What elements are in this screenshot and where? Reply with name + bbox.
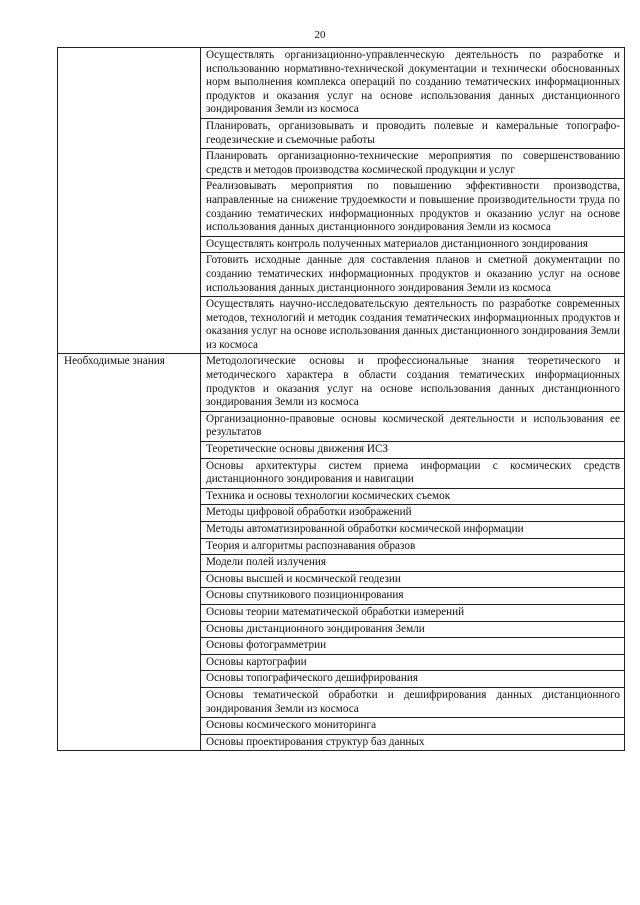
list-item-text: Осуществлять организационно-управленческую деятельность по разработке и использованию нормативно-технической документации и технически обоснованных норм выполнения комплекса операций по созданию тематических информационных продуктов и оказания услуг на основе использования данных дистанционного зондирования Земли из космоса [206,49,620,116]
section-row [58,48,625,354]
list-item [201,555,624,572]
page-number: 20 [314,29,326,41]
list-item [201,572,624,589]
list-item-text: Основы тематической обработки и дешифрирования данных дистанционного зондирования Земли из космоса [206,688,620,715]
list-item [201,539,624,556]
list-item [201,671,624,688]
list-item [201,718,624,735]
list-item-text: Основы дистанционного зондирования Земли [206,622,425,635]
list-item [201,48,624,119]
list-item-text: Теоретические основы движения ИСЗ [206,443,389,456]
list-item [201,119,624,149]
section-label [58,48,201,354]
list-item [201,655,624,672]
list-item [201,638,624,655]
list-item-text: Организационно-правовые основы космической деятельности и использования ее результатов [206,412,620,439]
list-item [201,297,624,353]
list-item-text: Методологические основы и профессиональные знания теоретического и методического характера в области создания тематических информационных продуктов и оказания услуг на основе использования данных дистанционного зондирования Земли из космоса [206,355,620,409]
list-item-text: Основы картографии [206,655,307,668]
list-item-text: Методы автоматизированной обработки космической информации [206,523,524,535]
list-item [201,253,624,297]
section-row [58,354,625,751]
list-item [201,505,624,522]
list-item [201,179,624,236]
list-item [201,605,624,622]
list-item [201,149,624,179]
list-item-text: Основы теории математической обработки измерений [206,605,465,618]
requirements-table-body [58,48,625,751]
requirements-table [57,47,625,751]
list-item [201,237,624,254]
list-item-text: Основы космического мониторинга [206,719,377,732]
list-item-text: Основы топографического дешифрирования [206,672,419,685]
list-item [201,735,624,751]
list-item-text: Планировать организационно-технические мероприятия по совершенствованию средств и методов производства космической продукции и услуг [206,150,620,176]
list-item [201,489,624,506]
list-item-text: Основы спутникового позиционирования [206,589,404,602]
list-item-text: Основы архитектуры систем приема информации с космических средств дистанционного зондирования и навигации [206,459,620,486]
list-item-text: Техника и основы технологии космических съемок [206,489,451,502]
section-items [201,354,625,751]
list-item [201,688,624,718]
section-items [201,48,625,354]
list-item-text: Реализовывать мероприятия по повышению эффективности производства, направленные на снижение трудоемкости и повышение производительности труда по созданию тематических информационных продуктов и оказанию услуг на основе использования данных дистанционного зондирования Земли из космоса [206,180,620,234]
list-item-text: Теория и алгоритмы распознавания образов [206,539,416,552]
list-item-text: Осуществлять контроль полученных материалов дистанционного зондирования [206,237,588,250]
list-item-text: Планировать, организовывать и проводить полевые и камеральные топографо-геодезические и съемочные работы [206,119,620,146]
list-item-text: Осуществлять научно-исследовательскую деятельность по разработке современных методов, технологий и методик создания тематических информационных продуктов и оказания услуг на основе использования данных дистанционного зондирования Земли из космоса [206,298,620,351]
list-item-text: Готовить исходные данные для составления планов и сметной документации по созданию тематических информационных продуктов и оказанию услуг на основе использования данных дистанционного зондирования Земли из космоса [206,254,620,294]
list-item-text: Основы фотограмметрии [206,639,327,652]
list-item-text: Основы высшей и космической геодезии [206,572,401,585]
list-item [201,412,624,442]
list-item [201,622,624,639]
list-item-text: Основы проектирования структур баз данных [206,735,425,748]
list-item-text: Модели полей излучения [206,556,327,569]
section-label: Необходимые знания [58,354,201,751]
list-item [201,354,624,411]
list-item [201,459,624,489]
list-item-text: Методы цифровой обработки изображений [206,506,412,519]
list-item [201,588,624,605]
list-item [201,442,624,459]
list-item [201,522,624,539]
